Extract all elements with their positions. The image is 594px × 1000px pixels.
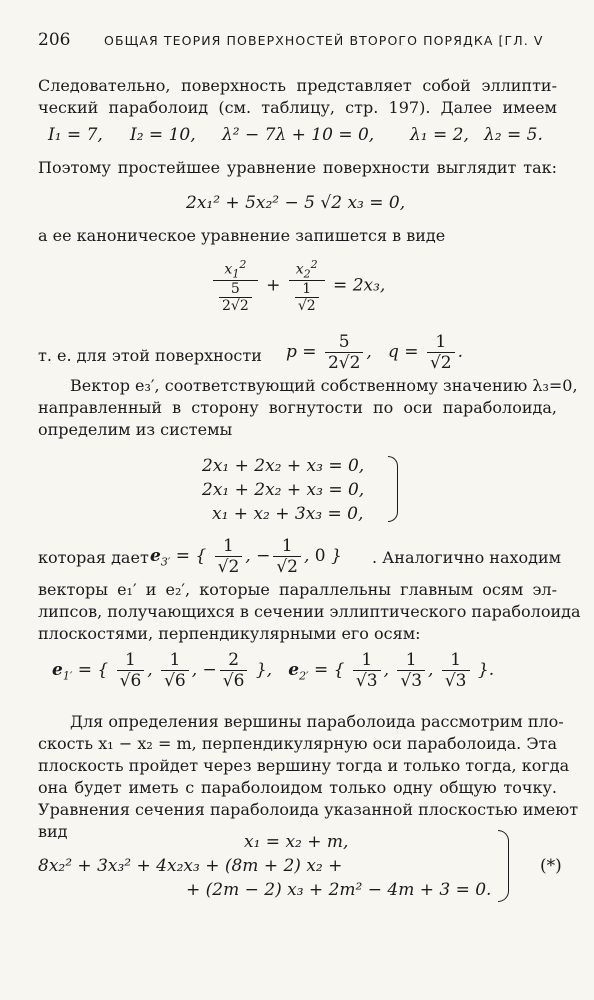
- paragraph-line: липсов, получающихся в сечении эллиптического параболоида: [38, 602, 581, 621]
- canonical-rhs: = 2x₃,: [333, 275, 386, 296]
- vectors-e1-e2: $e_{1'}$ = { $\frac{1}{√6}$ , $\frac{1}{√6}$ , − $\frac{2}{√6}$ }, $e_{2'}$ = { $\frac{1}{√3}$ , $\frac{1}{√3}$ , $\frac{1}{√3}$ }.: [52, 650, 495, 691]
- paragraph-line: вид: [38, 822, 68, 841]
- characteristic-equation: λ² − 7λ + 10 = 0,: [222, 125, 375, 145]
- section-equation-1: x₁ = x₂ + m,: [244, 832, 349, 852]
- parameters-p-q: p = $\frac{5}{2√2}$ , q = $\frac{1}{√2}$ .: [286, 332, 464, 373]
- paragraph-line: Следовательно, поверхность представляет собой эллипти-: [38, 76, 557, 95]
- equation-tag: (*): [540, 856, 562, 876]
- paragraph-line: плоскость пройдет через вершину тогда и только тогда, когда: [38, 756, 570, 775]
- eigenvalue-1: λ₁ = 2,: [410, 125, 469, 145]
- paragraph-line: Вектор e₃′, соответствующий собственному значению λ₃=0,: [70, 376, 578, 395]
- page-header: [38, 30, 562, 54]
- system-row: x₁ + x₂ + 3x₃ = 0,: [212, 504, 364, 524]
- invariant-i2: I₂ = 10,: [130, 125, 196, 145]
- paragraph-line: плоскостями, перпендикулярными его осям:: [38, 624, 421, 643]
- paragraph-line: она будет иметь с параболоидом только одну общую точку.: [38, 778, 557, 797]
- paragraph-line: Для определения вершины параболоида рассмотрим пло-: [70, 712, 564, 731]
- paragraph-line: Поэтому простейшее уравнение поверхности выглядит так:: [38, 158, 557, 177]
- paragraph-line: т. е. для этой поверхности: [38, 346, 262, 365]
- running-title: ОБЩАЯ ТЕОРИЯ ПОВЕРХНОСТЕЙ ВТОРОГО ПОРЯДКА [ГЛ. V: [104, 33, 544, 48]
- eigenvalue-2: λ₂ = 5.: [484, 125, 543, 145]
- system-row: 2x₁ + 2x₂ + x₃ = 0,: [202, 456, 365, 476]
- paragraph-line: направленный в сторону вогнутости по оси параболоида,: [38, 398, 557, 417]
- section-brace: [498, 830, 509, 902]
- simplest-equation: 2x₁² + 5x₂² − 5 √2 x₃ = 0,: [186, 193, 406, 213]
- section-equation-2: 8x₂² + 3x₃² + 4x₂x₃ + (8m + 2) x₂ +: [38, 856, 343, 876]
- paragraph-line: ческий параболоид (см. таблицу, стр. 197). Далее имеем: [38, 98, 557, 117]
- paragraph-line: векторы e₁′ и e₂′, которые параллельны главным осям эл-: [38, 580, 557, 599]
- page-number: 206: [38, 30, 71, 50]
- paragraph-line: которая дает: [38, 548, 149, 567]
- canonical-equation: $\frac{x_1^2}{\frac{5}{2√2}}$ + $\frac{x_2^2}{\frac{1}{√2}}$ = 2x₃,: [210, 258, 385, 314]
- paragraph-line: . Аналогично находим: [372, 548, 562, 567]
- paragraph-line: Уравнения сечения параболоида указанной плоскостью имеют: [38, 800, 579, 819]
- invariant-i1: I₁ = 7,: [48, 125, 103, 145]
- paragraph-line: определим из системы: [38, 420, 233, 439]
- paragraph-line: а ее каноническое уравнение запишется в виде: [38, 226, 446, 245]
- section-equation-3: + (2m − 2) x₃ + 2m² − 4m + 3 = 0.: [186, 880, 492, 900]
- paragraph-line: скость x₁ − x₂ = m, перпендикулярную оси параболоида. Эта: [38, 734, 557, 753]
- vector-e3: $e_{3'}$ = { $\frac{1}{√2}$ , − $\frac{1}{√2}$ , 0 }: [150, 536, 342, 577]
- system-row: 2x₁ + 2x₂ + x₃ = 0,: [202, 480, 365, 500]
- system-brace: [388, 456, 398, 522]
